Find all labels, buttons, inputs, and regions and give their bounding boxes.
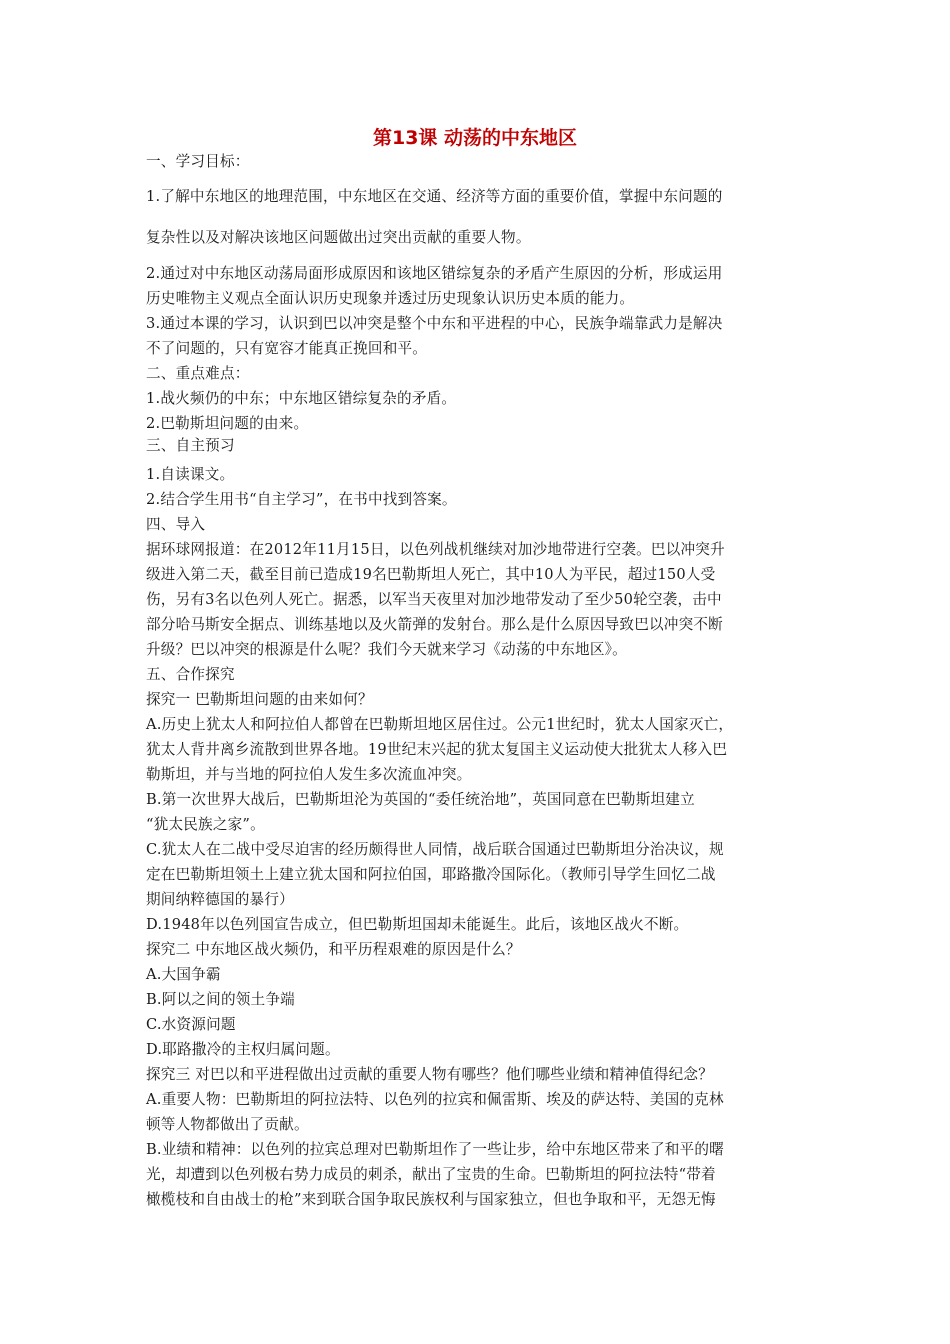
inquiry-3-a-line-2: 顿等人物都做出了贡献。 (146, 1116, 309, 1133)
inquiry-3-question: 探究三 对巴以和平进程做出过贡献的重要人物有哪些？他们哪些业绩和精神值得纪念？ (146, 1066, 714, 1083)
inquiry-1-b-line-2: “犹太民族之家”。 (146, 816, 265, 833)
goal-3-line-1: 3.通过本课的学习，认识到巴以冲突是整个中东和平进程的中心，民族争端靠武力是解决 (146, 315, 723, 332)
heading-key-points: 二、重点难点： (146, 365, 250, 382)
heading-self-study: 三、自主预习 (146, 437, 235, 454)
self-study-2: 2.结合学生用书“自主学习”，在书中找到答案。 (146, 491, 457, 508)
heading-introduction: 四、导入 (146, 516, 206, 533)
intro-line-5: 升级？巴以冲突的根源是什么呢？我们今天就来学习《动荡的中东地区》。 (146, 641, 627, 658)
inquiry-1-a-line-1: A.历史上犹太人和阿拉伯人都曾在巴勒斯坦地区居住过。公元1世纪时，犹太人国家灭亡， (146, 716, 734, 733)
inquiry-1-a-line-2: 犹太人背井离乡流散到世界各地。19世纪末兴起的犹太复国主义运动使大批犹太人移入巴 (146, 741, 728, 758)
goal-2-line-1: 2.通过对中东地区动荡局面形成原因和该地区错综复杂的矛盾产生原因的分析，形成运用 (146, 265, 723, 282)
inquiry-2-question: 探究二 中东地区战火频仍，和平历程艰难的原因是什么？ (146, 941, 521, 958)
inquiry-2-a: A.大国争霸 (146, 966, 221, 983)
self-study-1: 1.自读课文。 (146, 466, 235, 483)
inquiry-1-a-line-3: 勒斯坦，并与当地的阿拉伯人发生多次流血冲突。 (146, 766, 472, 783)
inquiry-3-b-line-1: B.业绩和精神：以色列的拉宾总理对巴勒斯坦作了一些让步，给中东地区带来了和平的曙 (146, 1141, 724, 1158)
inquiry-2-b: B.阿以之间的领土争端 (146, 991, 295, 1008)
inquiry-3-b-line-3: 橄榄枝和自由战士的枪”来到联合国争取民族权利与国家独立，但也争取和平，无怨无悔 (146, 1191, 716, 1208)
heading-learning-goals: 一、学习目标： (146, 153, 250, 170)
goal-1-line-1: 1.了解中东地区的地理范围，中东地区在交通、经济等方面的重要价值，掌握中东问题的 (146, 188, 723, 205)
intro-line-1: 据环球网报道：在2012年11月15日，以色列战机继续对加沙地带进行空袭。巴以冲突升 (146, 541, 725, 558)
inquiry-3-b-line-2: 光，却遭到以色列极右势力成员的刺杀，献出了宝贵的生命。巴勒斯坦的阿拉法特“带着 (146, 1166, 716, 1183)
key-point-1: 1.战火频仍的中东；中东地区错综复杂的矛盾。 (146, 390, 457, 407)
intro-line-2: 级进入第二天，截至目前已造成19名巴勒斯坦人死亡，其中10人为平民，超过150人受 (146, 566, 716, 583)
intro-line-4: 部分哈马斯安全据点、训练基地以及火箭弹的发射台。那么是什么原因导致巴以冲突不断 (146, 616, 723, 633)
document-title: 第13课 动荡的中东地区 (372, 127, 578, 149)
intro-line-3: 伤，另有3名以色列人死亡。据悉，以军当天夜里对加沙地带发动了至少50轮空袭，击中 (146, 591, 722, 608)
inquiry-1-c-line-2: 定在巴勒斯坦领土上建立犹太国和阿拉伯国，耶路撒冷国际化。（教师引导学生回忆二战 (146, 866, 716, 883)
key-point-2: 2.巴勒斯坦问题的由来。 (146, 415, 309, 432)
inquiry-1-c-line-1: C.犹太人在二战中受尽迫害的经历颇得世人同情，战后联合国通过巴勒斯坦分治决议，规 (146, 841, 724, 858)
heading-cooperative-inquiry: 五、合作探究 (146, 666, 235, 683)
inquiry-2-c: C.水资源问题 (146, 1016, 236, 1033)
goal-2-line-2: 历史唯物主义观点全面认识历史现象并透过历史现象认识历史本质的能力。 (146, 290, 635, 307)
inquiry-3-a-line-1: A.重要人物：巴勒斯坦的阿拉法特、以色列的拉宾和佩雷斯、埃及的萨达特、美国的克林 (146, 1091, 724, 1108)
inquiry-1-question: 探究一 巴勒斯坦问题的由来如何？ (146, 691, 373, 708)
inquiry-2-d: D.耶路撒冷的主权归属问题。 (146, 1041, 340, 1058)
goal-1-line-2: 复杂性以及对解决该地区问题做出过突出贡献的重要人物。 (146, 229, 531, 246)
goal-3-line-2: 不了问题的，只有宽容才能真正挽回和平。 (146, 340, 428, 357)
inquiry-1-c-line-3: 期间纳粹德国的暴行） (146, 891, 294, 908)
inquiry-1-d: D.1948年以色列国宣告成立，但巴勒斯坦国却未能诞生。此后，该地区战火不断。 (146, 916, 689, 933)
inquiry-1-b-line-1: B.第一次世界大战后，巴勒斯坦沦为英国的“委任统治地”，英国同意在巴勒斯坦建立 (146, 791, 695, 808)
